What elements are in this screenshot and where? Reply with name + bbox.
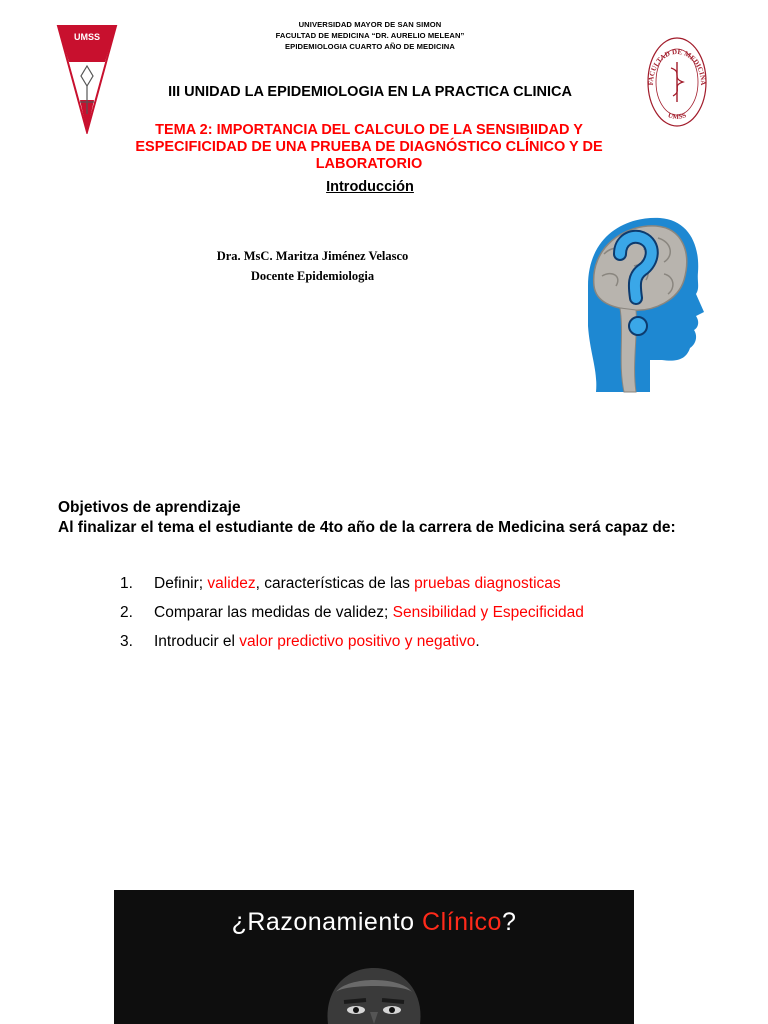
header-course: EPIDEMIOLOGIA CUARTO AÑO DE MEDICINA: [285, 42, 455, 51]
objective-item: [120, 569, 740, 598]
face-photo: [314, 962, 434, 1024]
seal-bottom-text: UMSS: [666, 111, 688, 121]
objective-number: 1.: [120, 575, 133, 592]
objectives-intro: Al finalizar el tema el estudiante de 4to año de la carrera de Medicina será capaz de:: [58, 519, 676, 536]
author-role: Docente Epidemiologia: [250, 269, 375, 283]
objective-highlight: validez: [207, 575, 256, 592]
topic-title-line-3: LABORATORIO: [315, 156, 423, 172]
objective-number: 3.: [120, 633, 133, 650]
objectives-list: [120, 569, 740, 656]
banner-title-highlight: Clínico: [422, 908, 502, 936]
objective-text: , características de las: [255, 575, 415, 592]
banner-title: [114, 908, 634, 937]
objectives-heading: Objetivos de aprendizaje: [58, 499, 241, 516]
head-question-illustration: [580, 214, 705, 394]
banner-title-prefix: ¿Razonamiento: [231, 908, 423, 936]
objective-text: Introducir el: [154, 633, 240, 650]
clinical-reasoning-banner: [114, 890, 634, 1024]
objective-highlight: valor predictivo positivo y negativo: [239, 633, 476, 650]
objective-item: [120, 627, 740, 656]
topic-title-line-1: TEMA 2: IMPORTANCIA DEL CALCULO DE LA SENSIBIIDAD Y: [155, 122, 583, 138]
objective-text: Definir;: [154, 575, 208, 592]
objective-item: [120, 598, 740, 627]
author-block: [150, 246, 475, 286]
objective-number: 2.: [120, 604, 133, 621]
objective-text: Comparar las medidas de validez;: [154, 604, 393, 621]
seal-top-text: FACULTAD DE MEDICINA: [646, 47, 708, 86]
objective-highlight: pruebas diagnosticas: [414, 575, 561, 592]
banner-title-suffix: ?: [501, 908, 517, 936]
header-university: UNIVERSIDAD MAYOR DE SAN SIMON: [298, 20, 442, 29]
umss-logo-text: UMSS: [73, 32, 101, 42]
objectives-block: [58, 498, 758, 538]
unit-title: III UNIDAD LA EPIDEMIOLOGIA EN LA PRACTICA CLINICA: [168, 84, 572, 100]
author-name: Dra. MsC. Maritza Jiménez Velasco: [216, 249, 409, 263]
objective-text: .: [475, 633, 480, 650]
header-faculty: FACULTAD DE MEDICINA “DR. AURELIO MELEAN”: [275, 31, 465, 40]
introduction-heading: Introducción: [326, 179, 414, 195]
faculty-seal: [645, 30, 709, 130]
topic-title-line-2: ESPECIFICIDAD DE UNA PRUEBA DE DIAGNÓSTICO CLÍNICO Y DE: [135, 139, 603, 155]
university-header: [170, 19, 570, 52]
topic-title: [120, 122, 618, 173]
objective-highlight: Sensibilidad y Especificidad: [392, 604, 584, 621]
umss-logo: [56, 24, 118, 134]
